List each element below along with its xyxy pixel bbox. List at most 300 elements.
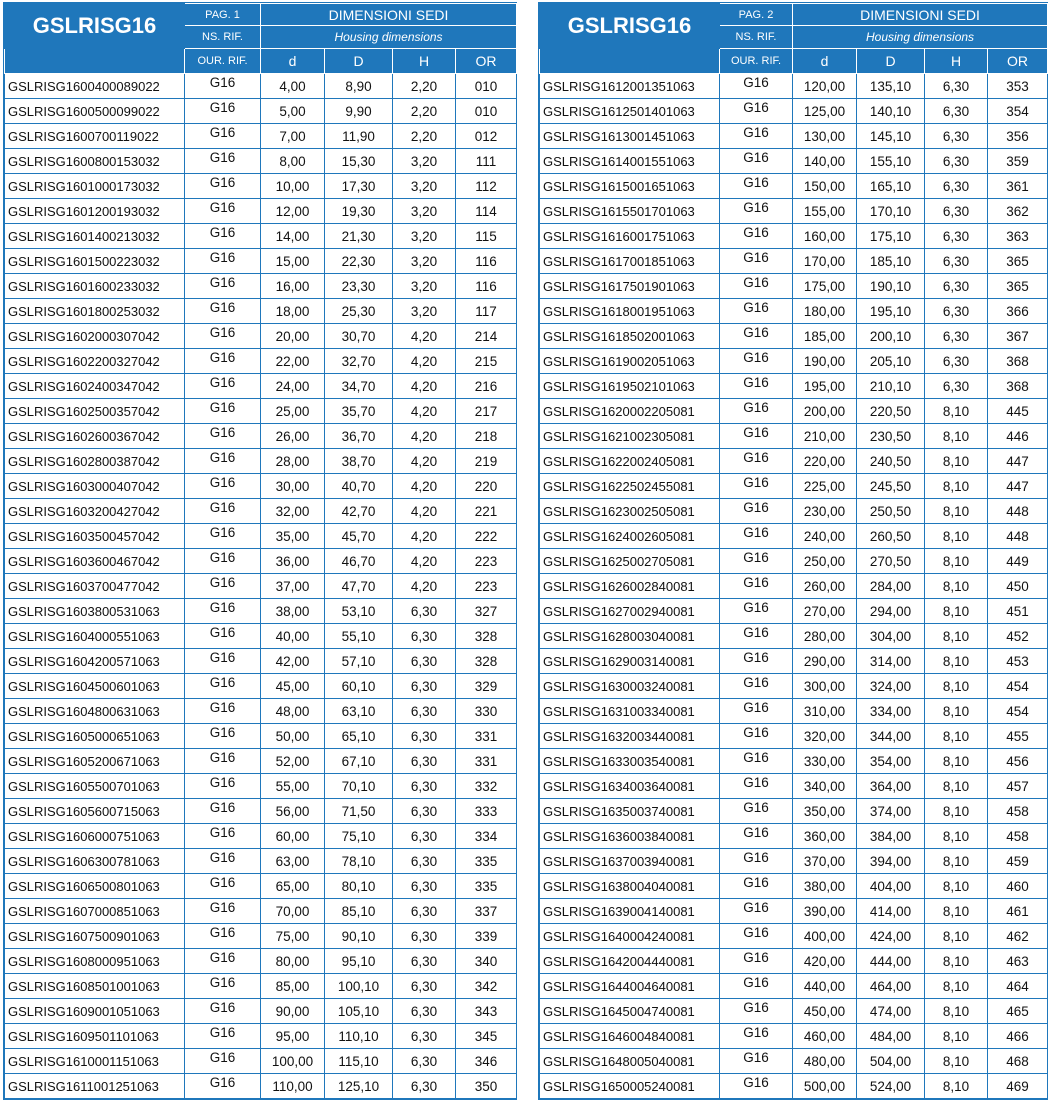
d-cell: 210,00 bbox=[793, 424, 857, 449]
ref-cell: G16 bbox=[720, 899, 793, 924]
or-cell: 365 bbox=[988, 274, 1048, 299]
ref-cell: G16 bbox=[185, 1049, 261, 1074]
ref-cell: G16 bbox=[720, 524, 793, 549]
code-cell: GSLRISG1622502455081 bbox=[540, 474, 720, 499]
d-cell: 110,00 bbox=[261, 1074, 325, 1099]
H-cell: 8,10 bbox=[925, 424, 988, 449]
or-cell: 346 bbox=[456, 1049, 517, 1074]
d-cell: 30,00 bbox=[261, 474, 325, 499]
table-row bbox=[5, 249, 517, 274]
table-row bbox=[5, 349, 517, 374]
ref-cell: G16 bbox=[720, 324, 793, 349]
code-cell: GSLRISG1606000751063 bbox=[5, 824, 185, 849]
ref-cell: G16 bbox=[720, 349, 793, 374]
table-row bbox=[5, 124, 517, 149]
D-cell: 245,50 bbox=[857, 474, 925, 499]
code-cell: GSLRISG1604000551063 bbox=[5, 624, 185, 649]
H-cell: 8,10 bbox=[925, 724, 988, 749]
table-row bbox=[5, 299, 517, 324]
H-cell: 6,30 bbox=[393, 874, 456, 899]
ref-cell: G16 bbox=[185, 899, 261, 924]
or-cell: 223 bbox=[456, 549, 517, 574]
D-cell: 8,90 bbox=[325, 74, 393, 99]
table-row bbox=[5, 1074, 517, 1099]
ref-cell: G16 bbox=[185, 249, 261, 274]
code-column-header bbox=[5, 49, 185, 74]
code-cell: GSLRISG1619502101063 bbox=[540, 374, 720, 399]
d-cell: 340,00 bbox=[793, 774, 857, 799]
code-cell: GSLRISG1628003040081 bbox=[540, 624, 720, 649]
code-cell: GSLRISG1603200427042 bbox=[5, 499, 185, 524]
D-cell: 100,10 bbox=[325, 974, 393, 999]
d-cell: 14,00 bbox=[261, 224, 325, 249]
or-cell: 340 bbox=[456, 949, 517, 974]
D-cell: 284,00 bbox=[857, 574, 925, 599]
ref-cell: G16 bbox=[720, 124, 793, 149]
code-cell: GSLRISG1619002051063 bbox=[540, 349, 720, 374]
or-cell: 010 bbox=[456, 74, 517, 99]
d-cell: 7,00 bbox=[261, 124, 325, 149]
table-row bbox=[5, 499, 517, 524]
H-cell: 3,20 bbox=[393, 174, 456, 199]
d-cell: 42,00 bbox=[261, 649, 325, 674]
d-cell: 390,00 bbox=[793, 899, 857, 924]
ref-cell: G16 bbox=[185, 874, 261, 899]
code-cell: GSLRISG1635003740081 bbox=[540, 799, 720, 824]
d-cell: 290,00 bbox=[793, 649, 857, 674]
code-cell: GSLRISG1603600467042 bbox=[5, 549, 185, 574]
D-cell: 314,00 bbox=[857, 649, 925, 674]
H-cell: 6,30 bbox=[393, 699, 456, 724]
table-row bbox=[5, 949, 517, 974]
code-cell: GSLRISG1603800531063 bbox=[5, 599, 185, 624]
H-cell: 8,10 bbox=[925, 849, 988, 874]
d-cell: 185,00 bbox=[793, 324, 857, 349]
code-cell: GSLRISG1629003140081 bbox=[540, 649, 720, 674]
table-row bbox=[540, 699, 1048, 724]
dimensions-title: DIMENSIONI SEDI bbox=[261, 4, 517, 26]
table-row bbox=[5, 599, 517, 624]
d-cell: 20,00 bbox=[261, 324, 325, 349]
ref-cell: G16 bbox=[720, 199, 793, 224]
code-cell: GSLRISG1604800631063 bbox=[5, 699, 185, 724]
H-cell: 6,30 bbox=[925, 149, 988, 174]
code-cell: GSLRISG1640004240081 bbox=[540, 924, 720, 949]
or-cell: 462 bbox=[988, 924, 1048, 949]
code-cell: GSLRISG1600800153032 bbox=[5, 149, 185, 174]
or-cell: 342 bbox=[456, 974, 517, 999]
ref-cell: G16 bbox=[720, 399, 793, 424]
table-row bbox=[540, 899, 1048, 924]
D-cell: 464,00 bbox=[857, 974, 925, 999]
D-cell: 324,00 bbox=[857, 674, 925, 699]
or-cell: 448 bbox=[988, 499, 1048, 524]
code-cell: GSLRISG1639004140081 bbox=[540, 899, 720, 924]
D-cell: 294,00 bbox=[857, 599, 925, 624]
or-cell: 353 bbox=[988, 74, 1048, 99]
ref-cell: G16 bbox=[720, 1049, 793, 1074]
column-header-H: H bbox=[393, 49, 456, 74]
table-row bbox=[540, 674, 1048, 699]
D-cell: 11,90 bbox=[325, 124, 393, 149]
table-row bbox=[5, 874, 517, 899]
D-cell: 250,50 bbox=[857, 499, 925, 524]
D-cell: 63,10 bbox=[325, 699, 393, 724]
table-row bbox=[540, 374, 1048, 399]
column-header-d: d bbox=[261, 49, 325, 74]
H-cell: 8,10 bbox=[925, 874, 988, 899]
H-cell: 3,20 bbox=[393, 299, 456, 324]
H-cell: 6,30 bbox=[925, 349, 988, 374]
d-cell: 270,00 bbox=[793, 599, 857, 624]
table-row bbox=[540, 874, 1048, 899]
ns-rif-label: NS. RIF. bbox=[185, 26, 261, 49]
H-cell: 4,20 bbox=[393, 424, 456, 449]
d-cell: 360,00 bbox=[793, 824, 857, 849]
ref-cell: G16 bbox=[185, 224, 261, 249]
product-code-title: GSLRISG16 bbox=[540, 4, 720, 49]
d-cell: 65,00 bbox=[261, 874, 325, 899]
code-cell: GSLRISG1601200193032 bbox=[5, 199, 185, 224]
code-cell: GSLRISG1625002705081 bbox=[540, 549, 720, 574]
code-cell: GSLRISG1608000951063 bbox=[5, 949, 185, 974]
D-cell: 85,10 bbox=[325, 899, 393, 924]
table-body bbox=[5, 74, 517, 1099]
D-cell: 220,50 bbox=[857, 399, 925, 424]
H-cell: 6,30 bbox=[393, 799, 456, 824]
d-cell: 280,00 bbox=[793, 624, 857, 649]
d-cell: 10,00 bbox=[261, 174, 325, 199]
ref-cell: G16 bbox=[720, 274, 793, 299]
d-cell: 140,00 bbox=[793, 149, 857, 174]
table-row bbox=[540, 99, 1048, 124]
H-cell: 4,20 bbox=[393, 524, 456, 549]
d-cell: 150,00 bbox=[793, 174, 857, 199]
or-cell: 468 bbox=[988, 1049, 1048, 1074]
or-cell: 361 bbox=[988, 174, 1048, 199]
or-cell: 117 bbox=[456, 299, 517, 324]
H-cell: 2,20 bbox=[393, 99, 456, 124]
code-cell: GSLRISG1612001351063 bbox=[540, 74, 720, 99]
code-cell: GSLRISG1601800253032 bbox=[5, 299, 185, 324]
D-cell: 424,00 bbox=[857, 924, 925, 949]
H-cell: 6,30 bbox=[925, 299, 988, 324]
d-cell: 40,00 bbox=[261, 624, 325, 649]
or-cell: 362 bbox=[988, 199, 1048, 224]
table-row bbox=[540, 74, 1048, 99]
code-cell: GSLRISG1603700477042 bbox=[5, 574, 185, 599]
code-cell: GSLRISG1617001851063 bbox=[540, 249, 720, 274]
table-row bbox=[5, 999, 517, 1024]
column-header-H: H bbox=[925, 49, 988, 74]
ref-cell: G16 bbox=[185, 924, 261, 949]
ref-cell: G16 bbox=[185, 624, 261, 649]
H-cell: 8,10 bbox=[925, 599, 988, 624]
H-cell: 4,20 bbox=[393, 399, 456, 424]
d-cell: 18,00 bbox=[261, 299, 325, 324]
code-cell: GSLRISG1612501401063 bbox=[540, 99, 720, 124]
or-cell: 368 bbox=[988, 349, 1048, 374]
table-row bbox=[5, 399, 517, 424]
column-header-OR: OR bbox=[988, 49, 1048, 74]
ref-cell: G16 bbox=[720, 99, 793, 124]
column-header-D: D bbox=[325, 49, 393, 74]
ref-cell: G16 bbox=[185, 724, 261, 749]
or-cell: 456 bbox=[988, 749, 1048, 774]
ref-cell: G16 bbox=[720, 424, 793, 449]
D-cell: 200,10 bbox=[857, 324, 925, 349]
D-cell: 19,30 bbox=[325, 199, 393, 224]
H-cell: 6,30 bbox=[925, 74, 988, 99]
d-cell: 95,00 bbox=[261, 1024, 325, 1049]
code-column-header bbox=[540, 49, 720, 74]
or-cell: 356 bbox=[988, 124, 1048, 149]
H-cell: 6,30 bbox=[393, 674, 456, 699]
ref-cell: G16 bbox=[720, 74, 793, 99]
or-cell: 218 bbox=[456, 424, 517, 449]
column-header-d: d bbox=[793, 49, 857, 74]
code-cell: GSLRISG1604200571063 bbox=[5, 649, 185, 674]
ref-cell: G16 bbox=[720, 499, 793, 524]
D-cell: 175,10 bbox=[857, 224, 925, 249]
ref-cell: G16 bbox=[720, 649, 793, 674]
D-cell: 155,10 bbox=[857, 149, 925, 174]
H-cell: 6,30 bbox=[393, 599, 456, 624]
or-cell: 365 bbox=[988, 249, 1048, 274]
table-row bbox=[540, 224, 1048, 249]
table-row bbox=[540, 399, 1048, 424]
code-cell: GSLRISG1608501001063 bbox=[5, 974, 185, 999]
d-cell: 120,00 bbox=[793, 74, 857, 99]
table-panel-page-1 bbox=[3, 2, 517, 1100]
H-cell: 8,10 bbox=[925, 949, 988, 974]
or-cell: 116 bbox=[456, 274, 517, 299]
H-cell: 6,30 bbox=[393, 649, 456, 674]
D-cell: 125,10 bbox=[325, 1074, 393, 1099]
D-cell: 414,00 bbox=[857, 899, 925, 924]
ref-cell: G16 bbox=[185, 274, 261, 299]
D-cell: 354,00 bbox=[857, 749, 925, 774]
or-cell: 219 bbox=[456, 449, 517, 474]
D-cell: 23,30 bbox=[325, 274, 393, 299]
d-cell: 195,00 bbox=[793, 374, 857, 399]
table-row bbox=[5, 849, 517, 874]
table-row bbox=[540, 1049, 1048, 1074]
table-row bbox=[5, 974, 517, 999]
H-cell: 8,10 bbox=[925, 824, 988, 849]
ref-cell: G16 bbox=[185, 324, 261, 349]
table-row bbox=[540, 299, 1048, 324]
code-cell: GSLRISG1606500801063 bbox=[5, 874, 185, 899]
table-row bbox=[540, 724, 1048, 749]
or-cell: 463 bbox=[988, 949, 1048, 974]
table-row bbox=[540, 124, 1048, 149]
table-row bbox=[540, 574, 1048, 599]
table-row bbox=[5, 574, 517, 599]
ref-cell: G16 bbox=[185, 374, 261, 399]
table-row bbox=[5, 699, 517, 724]
ref-cell: G16 bbox=[185, 74, 261, 99]
d-cell: 330,00 bbox=[793, 749, 857, 774]
our-rif-header: OUR. RIF. bbox=[720, 49, 793, 74]
d-cell: 155,00 bbox=[793, 199, 857, 224]
d-cell: 170,00 bbox=[793, 249, 857, 274]
table-row bbox=[540, 449, 1048, 474]
d-cell: 60,00 bbox=[261, 824, 325, 849]
D-cell: 105,10 bbox=[325, 999, 393, 1024]
ref-cell: G16 bbox=[185, 399, 261, 424]
or-cell: 010 bbox=[456, 99, 517, 124]
H-cell: 6,30 bbox=[393, 1074, 456, 1099]
d-cell: 52,00 bbox=[261, 749, 325, 774]
d-cell: 24,00 bbox=[261, 374, 325, 399]
code-cell: GSLRISG1602000307042 bbox=[5, 324, 185, 349]
table-row bbox=[5, 99, 517, 124]
H-cell: 4,20 bbox=[393, 574, 456, 599]
D-cell: 185,10 bbox=[857, 249, 925, 274]
or-cell: 461 bbox=[988, 899, 1048, 924]
code-cell: GSLRISG1607000851063 bbox=[5, 899, 185, 924]
table-row bbox=[5, 649, 517, 674]
H-cell: 3,20 bbox=[393, 199, 456, 224]
d-cell: 240,00 bbox=[793, 524, 857, 549]
H-cell: 3,20 bbox=[393, 249, 456, 274]
d-cell: 225,00 bbox=[793, 474, 857, 499]
or-cell: 012 bbox=[456, 124, 517, 149]
or-cell: 345 bbox=[456, 1024, 517, 1049]
D-cell: 34,70 bbox=[325, 374, 393, 399]
ref-cell: G16 bbox=[185, 349, 261, 374]
ref-cell: G16 bbox=[185, 674, 261, 699]
ref-cell: G16 bbox=[185, 824, 261, 849]
D-cell: 90,10 bbox=[325, 924, 393, 949]
d-cell: 63,00 bbox=[261, 849, 325, 874]
H-cell: 8,10 bbox=[925, 799, 988, 824]
table-row bbox=[540, 249, 1048, 274]
table-row bbox=[5, 1024, 517, 1049]
ref-cell: G16 bbox=[720, 174, 793, 199]
ref-cell: G16 bbox=[185, 849, 261, 874]
or-cell: 335 bbox=[456, 874, 517, 899]
ref-cell: G16 bbox=[720, 724, 793, 749]
D-cell: 65,10 bbox=[325, 724, 393, 749]
ref-cell: G16 bbox=[720, 449, 793, 474]
d-cell: 25,00 bbox=[261, 399, 325, 424]
H-cell: 6,30 bbox=[393, 724, 456, 749]
H-cell: 6,30 bbox=[393, 624, 456, 649]
D-cell: 170,10 bbox=[857, 199, 925, 224]
D-cell: 30,70 bbox=[325, 324, 393, 349]
or-cell: 332 bbox=[456, 774, 517, 799]
code-cell: GSLRISG1601500223032 bbox=[5, 249, 185, 274]
D-cell: 334,00 bbox=[857, 699, 925, 724]
D-cell: 45,70 bbox=[325, 524, 393, 549]
or-cell: 359 bbox=[988, 149, 1048, 174]
H-cell: 6,30 bbox=[393, 999, 456, 1024]
H-cell: 6,30 bbox=[393, 1049, 456, 1074]
code-cell: GSLRISG1626002840081 bbox=[540, 574, 720, 599]
code-cell: GSLRISG1648005040081 bbox=[540, 1049, 720, 1074]
code-cell: GSLRISG1633003540081 bbox=[540, 749, 720, 774]
code-cell: GSLRISG1611001251063 bbox=[5, 1074, 185, 1099]
or-cell: 216 bbox=[456, 374, 517, 399]
D-cell: 75,10 bbox=[325, 824, 393, 849]
H-cell: 6,30 bbox=[393, 749, 456, 774]
ref-cell: G16 bbox=[185, 474, 261, 499]
table-row bbox=[540, 1024, 1048, 1049]
d-cell: 250,00 bbox=[793, 549, 857, 574]
ref-cell: G16 bbox=[720, 799, 793, 824]
D-cell: 21,30 bbox=[325, 224, 393, 249]
D-cell: 384,00 bbox=[857, 824, 925, 849]
code-cell: GSLRISG1634003640081 bbox=[540, 774, 720, 799]
code-cell: GSLRISG1603000407042 bbox=[5, 474, 185, 499]
ref-cell: G16 bbox=[720, 474, 793, 499]
d-cell: 80,00 bbox=[261, 949, 325, 974]
or-cell: 466 bbox=[988, 1024, 1048, 1049]
ref-cell: G16 bbox=[185, 149, 261, 174]
ref-cell: G16 bbox=[720, 374, 793, 399]
ref-cell: G16 bbox=[185, 124, 261, 149]
table-row bbox=[540, 999, 1048, 1024]
d-cell: 28,00 bbox=[261, 449, 325, 474]
code-cell: GSLRISG1632003440081 bbox=[540, 724, 720, 749]
table-row bbox=[540, 649, 1048, 674]
table-row bbox=[5, 774, 517, 799]
d-cell: 310,00 bbox=[793, 699, 857, 724]
code-cell: GSLRISG1601000173032 bbox=[5, 174, 185, 199]
H-cell: 6,30 bbox=[925, 324, 988, 349]
D-cell: 260,50 bbox=[857, 524, 925, 549]
H-cell: 4,20 bbox=[393, 474, 456, 499]
code-cell: GSLRISG1609001051063 bbox=[5, 999, 185, 1024]
or-cell: 447 bbox=[988, 474, 1048, 499]
or-cell: 333 bbox=[456, 799, 517, 824]
d-cell: 16,00 bbox=[261, 274, 325, 299]
ref-cell: G16 bbox=[720, 749, 793, 774]
table-row bbox=[540, 599, 1048, 624]
H-cell: 6,30 bbox=[925, 99, 988, 124]
H-cell: 8,10 bbox=[925, 574, 988, 599]
column-header-OR: OR bbox=[456, 49, 517, 74]
D-cell: 46,70 bbox=[325, 549, 393, 574]
or-cell: 334 bbox=[456, 824, 517, 849]
D-cell: 42,70 bbox=[325, 499, 393, 524]
D-cell: 165,10 bbox=[857, 174, 925, 199]
or-cell: 343 bbox=[456, 999, 517, 1024]
ref-cell: G16 bbox=[185, 749, 261, 774]
H-cell: 8,10 bbox=[925, 1049, 988, 1074]
code-cell: GSLRISG1646004840081 bbox=[540, 1024, 720, 1049]
table-row bbox=[5, 624, 517, 649]
H-cell: 6,30 bbox=[925, 374, 988, 399]
or-cell: 115 bbox=[456, 224, 517, 249]
code-cell: GSLRISG1623002505081 bbox=[540, 499, 720, 524]
D-cell: 135,10 bbox=[857, 74, 925, 99]
H-cell: 2,20 bbox=[393, 124, 456, 149]
table-row bbox=[540, 524, 1048, 549]
ref-cell: G16 bbox=[720, 699, 793, 724]
d-cell: 450,00 bbox=[793, 999, 857, 1024]
table-row bbox=[540, 174, 1048, 199]
table-row bbox=[5, 1049, 517, 1074]
code-cell: GSLRISG1630003240081 bbox=[540, 674, 720, 699]
H-cell: 8,10 bbox=[925, 774, 988, 799]
H-cell: 6,30 bbox=[393, 774, 456, 799]
D-cell: 374,00 bbox=[857, 799, 925, 824]
ref-cell: G16 bbox=[185, 599, 261, 624]
ref-cell: G16 bbox=[185, 649, 261, 674]
